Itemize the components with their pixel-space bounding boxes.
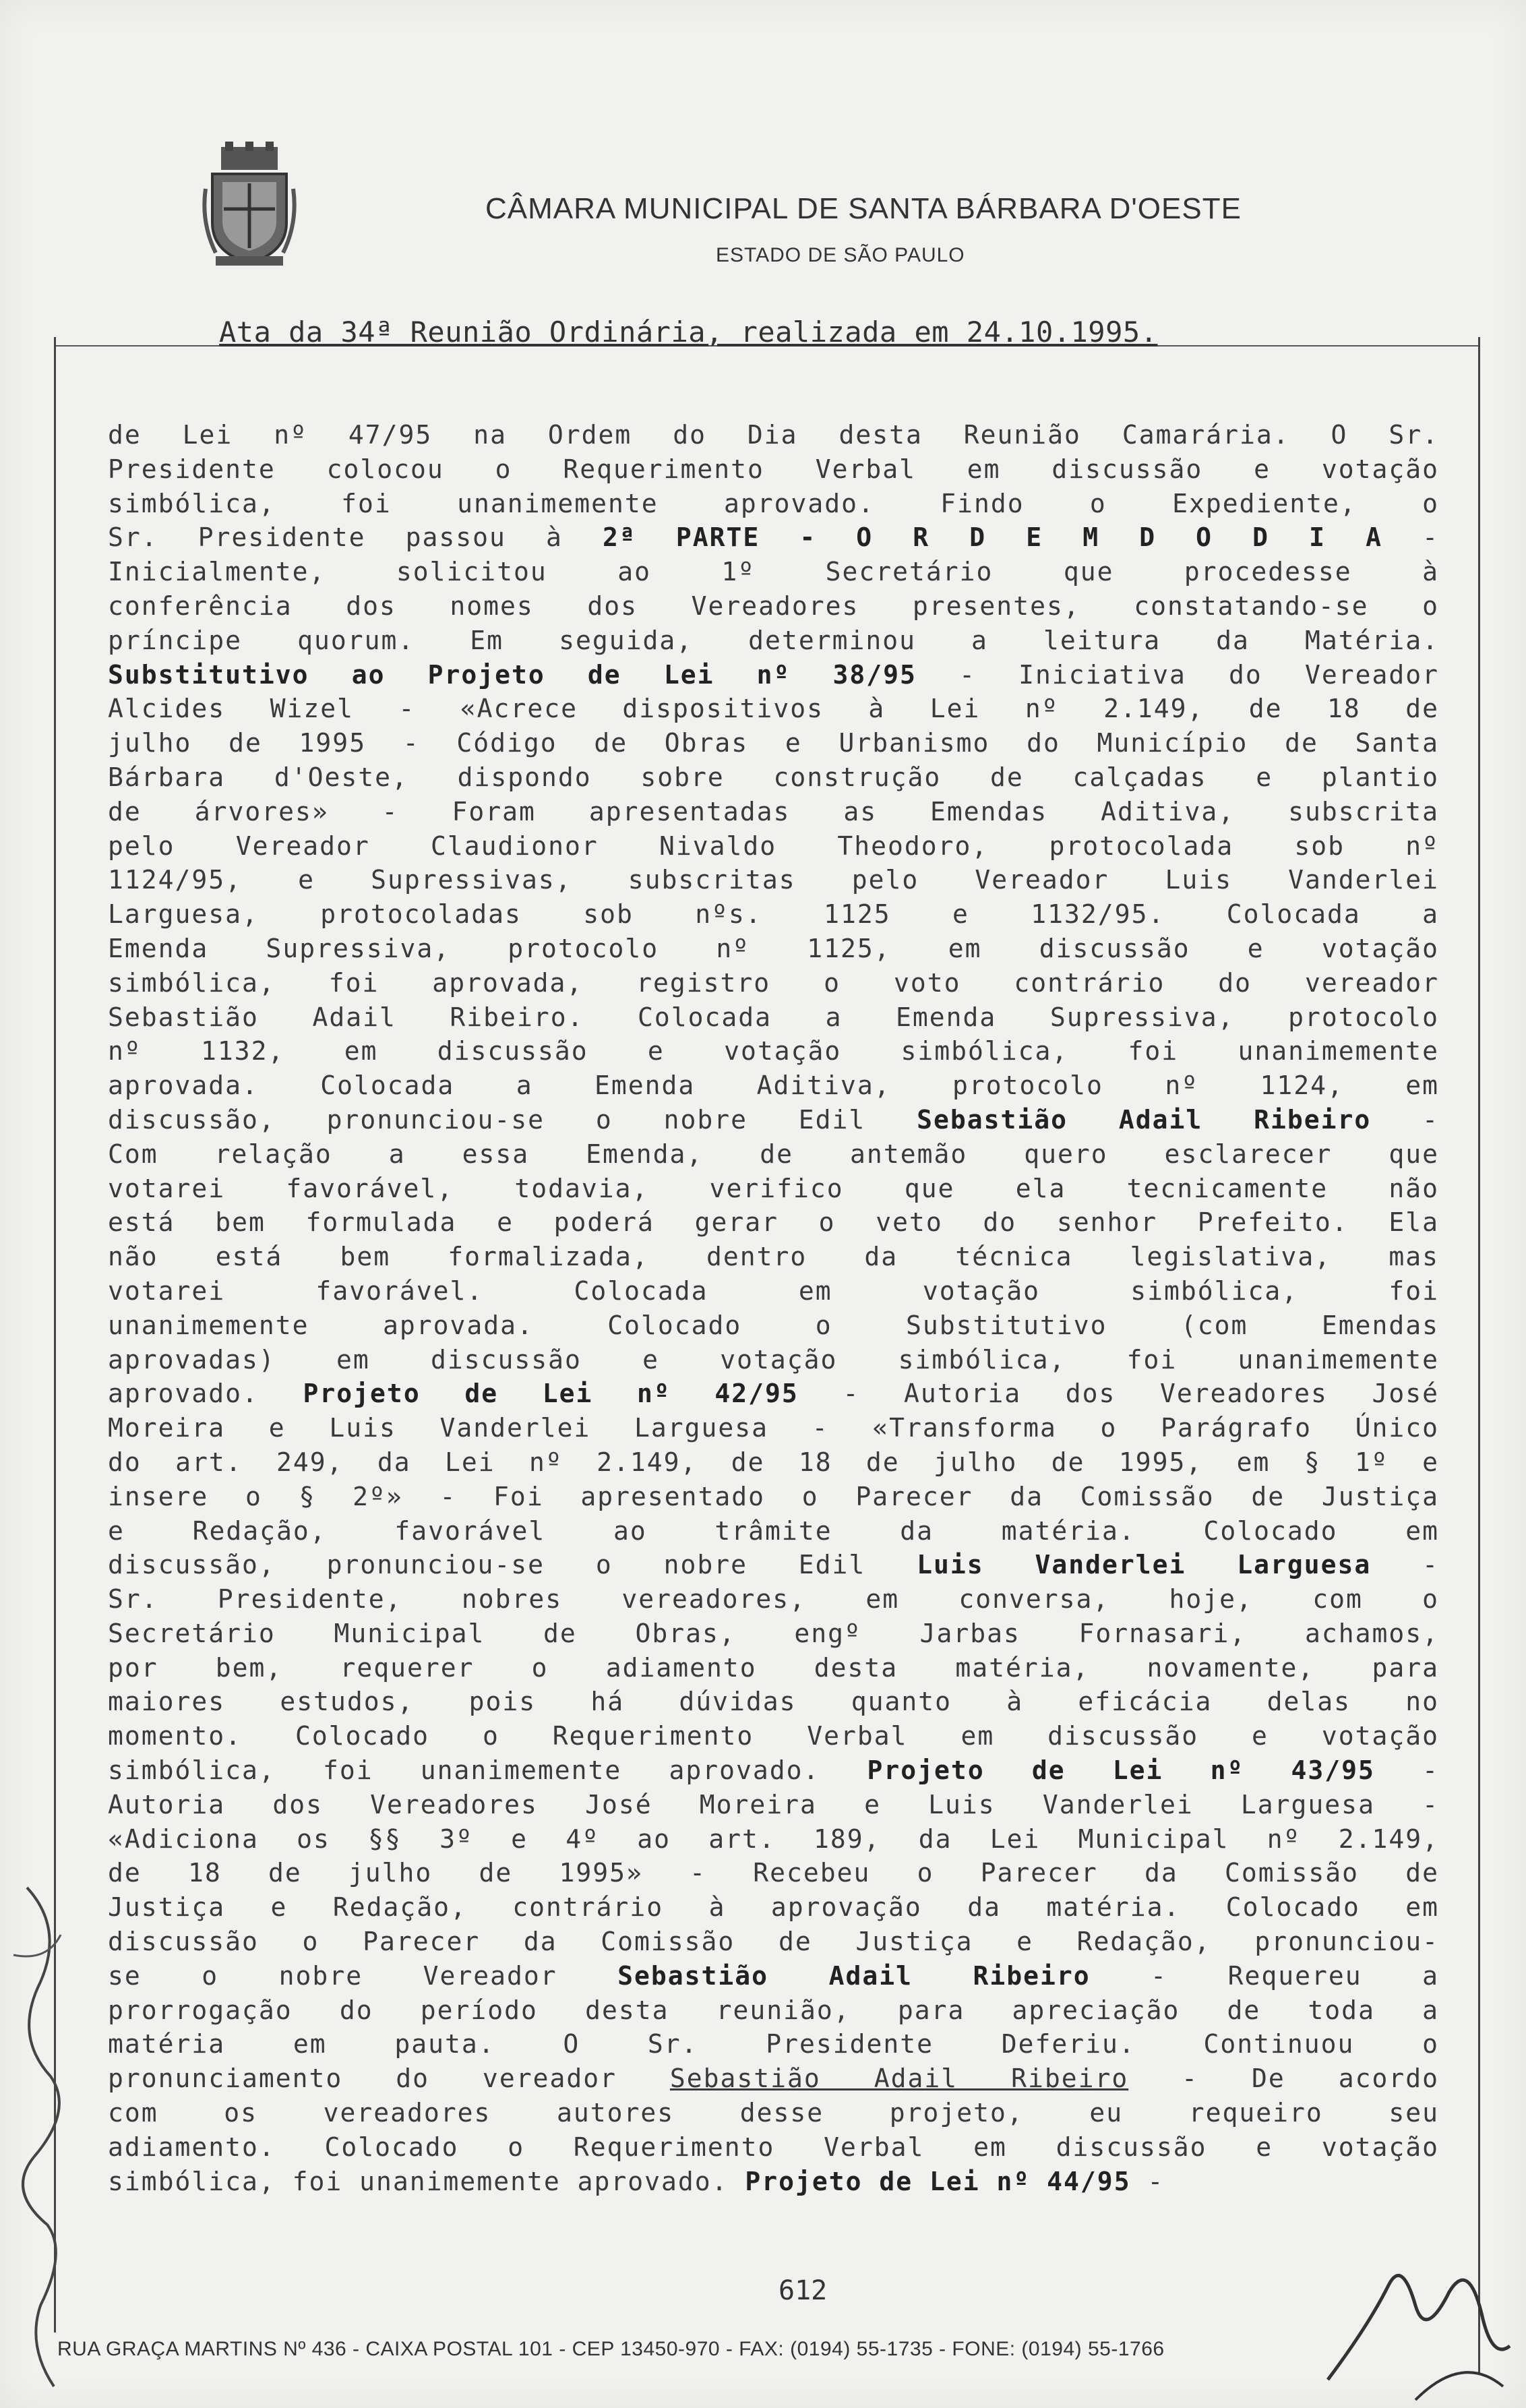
text-segment: - Autoria dos Vereadores José: [798, 1379, 1439, 1409]
text-segment: se o nobre Vereador: [108, 1960, 618, 1991]
text-segment: e Redação, favorável ao trâmite da matéria. Colocado em: [108, 1515, 1439, 1546]
right-margin-rule: [1478, 337, 1480, 2373]
text-line: [108, 1103, 1439, 1137]
text-line: [108, 1445, 1439, 1480]
text-line: [108, 2027, 1439, 2061]
text-segment: Presidente colocou o Requerimento Verbal em discussão e votação: [108, 454, 1439, 484]
text-segment: discussão, pronunciou-se o nobre Edil: [108, 1104, 917, 1135]
bold-text-segment: Projeto de Lei nº 42/95: [303, 1379, 799, 1409]
text-segment: de 18 de julho de 1995» - Recebeu o Parecer da Comissão de: [108, 1858, 1439, 1888]
bold-text-segment: Projeto de Lei nº 44/95: [745, 2166, 1131, 2196]
minutes-body: [108, 418, 1439, 2198]
text-line: [108, 487, 1439, 521]
text-segment: do art. 249, da Lei nº 2.149, de 18 de julho de 1995, em § 1º e: [108, 1447, 1439, 1477]
document-title: Ata da 34ª Reunião Ordinária, realizada em 24.10.1995.: [219, 315, 1158, 349]
text-segment: discussão, pronunciou-se o nobre Edil: [108, 1550, 917, 1580]
text-line: [108, 966, 1439, 1000]
bold-text-segment: Projeto de Lei nº 43/95: [867, 1755, 1375, 1786]
text-segment: -: [1371, 1550, 1439, 1580]
text-segment: Alcides Wizel - «Acrece dispositivos à Lei nº 2.149, de 18 de: [108, 694, 1439, 724]
text-line: [108, 1651, 1439, 1685]
text-line: [108, 1343, 1439, 1377]
text-segment: de árvores» - Foram apresentadas as Emendas Aditiva, subscrita: [108, 796, 1439, 826]
bold-text-segment: Sebastião Adail Ribeiro: [617, 1960, 1091, 1991]
text-line: [108, 726, 1439, 760]
text-segment: Sr. Presidente, nobres vereadores, em conversa, hoje, com o: [108, 1584, 1439, 1615]
text-line: [108, 1240, 1439, 1274]
text-segment: votarei favorável. Colocada em votação simbólica, foi: [108, 1275, 1439, 1306]
margin-signature-icon: [0, 1874, 81, 2400]
text-line: [108, 760, 1439, 795]
text-segment: aprovadas) em discussão e votação simbólica, foi unanimemente: [108, 1344, 1439, 1375]
text-segment: -: [1382, 522, 1439, 553]
text-segment: conferência dos nomes dos Vereadores presentes, constatando-se o: [108, 591, 1439, 621]
text-segment: Secretário Municipal de Obras, engº Jarbas Fornasari, achamos,: [108, 1618, 1439, 1648]
text-segment: - De acordo: [1128, 2064, 1439, 2094]
text-line: [108, 1274, 1439, 1308]
text-segment: aprovado.: [108, 1379, 303, 1409]
text-line: [108, 1788, 1439, 1822]
footer-address: RUA GRAÇA MARTINS Nº 436 - CAIXA POSTAL 101 - CEP 13450-970 - FAX: (0194) 55-1735 - FONE: (0194) 55-1766: [57, 2338, 1165, 2360]
text-line: [108, 1822, 1439, 1857]
text-line: [108, 1685, 1439, 1719]
bold-text-segment: Sebastião Adail Ribeiro: [917, 1104, 1372, 1135]
text-segment: -: [1371, 1104, 1439, 1135]
text-segment: com os vereadores autores desse projeto, eu requeiro seu: [108, 2098, 1439, 2128]
text-segment: adiamento. Colocado o Requerimento Verbal em discussão e votação: [108, 2132, 1439, 2162]
text-line: [108, 2130, 1439, 2165]
text-segment: momento. Colocado o Requerimento Verbal em discussão e votação: [108, 1721, 1439, 1751]
text-line: [108, 1890, 1439, 1925]
institution-name: CÂMARA MUNICIPAL DE SANTA BÁRBARA D'OESTE: [485, 192, 1242, 225]
text-line: [108, 555, 1439, 589]
text-line: [108, 2061, 1439, 2096]
underlined-text-segment: Sebastião Adail Ribeiro: [669, 2064, 1129, 2094]
text-line: [108, 1411, 1439, 1445]
text-segment: simbólica, foi unanimemente aprovado.: [108, 2166, 745, 2196]
text-line: [108, 863, 1439, 897]
text-line: [108, 418, 1439, 452]
text-segment: Autoria dos Vereadores José Moreira e Luis Vanderlei Larguesa -: [108, 1789, 1439, 1819]
text-line: [108, 452, 1439, 487]
text-segment: «Adiciona os §§ 3º e 4º ao art. 189, da Lei Municipal nº 2.149,: [108, 1824, 1439, 1854]
text-segment: simbólica, foi unanimemente aprovado. Findo o Expediente, o: [108, 488, 1439, 518]
text-segment: Com relação a essa Emenda, de antemão quero esclarecer que: [108, 1139, 1439, 1169]
initials-signature-icon: [1314, 2245, 1517, 2407]
text-line: [108, 1582, 1439, 1617]
text-segment: está bem formulada e poderá gerar o veto do senhor Prefeito. Ela: [108, 1207, 1439, 1238]
text-line: [108, 1617, 1439, 1651]
text-segment: discussão o Parecer da Comissão de Justiça e Redação, pronunciou-: [108, 1927, 1439, 1957]
text-line: [108, 1000, 1439, 1035]
text-line: [108, 1993, 1439, 2028]
text-segment: 1124/95, e Supressivas, subscritas pelo Vereador Luis Vanderlei: [108, 865, 1439, 895]
text-segment: nº 1132, em discussão e votação simbólica, foi unanimemente: [108, 1036, 1439, 1066]
text-line: [108, 1719, 1439, 1753]
text-segment: príncipe quorum. Em seguida, determinou a leitura da Matéria.: [108, 625, 1439, 655]
text-segment: Bárbara d'Oeste, dispondo sobre construção de calçadas e plantio: [108, 762, 1439, 792]
text-segment: não está bem formalizada, dentro da técnica legislativa, mas: [108, 1242, 1439, 1272]
text-segment: - Requereu a: [1090, 1960, 1439, 1991]
text-line: [108, 1480, 1439, 1514]
text-segment: simbólica, foi aprovada, registro o voto contrário do vereador: [108, 967, 1439, 998]
text-segment: pelo Vereador Claudionor Nivaldo Theodoro, protocolada sob nº: [108, 831, 1439, 861]
text-segment: julho de 1995 - Código de Obras e Urbanismo do Município de Santa: [108, 728, 1439, 758]
text-segment: -: [1374, 1755, 1439, 1786]
text-segment: Moreira e Luis Vanderlei Larguesa - «Transforma o Parágrafo Único: [108, 1413, 1439, 1443]
page-number: 612: [779, 2275, 828, 2306]
text-segment: insere o § 2º» - Foi apresentado o Parecer da Comissão de Justiça: [108, 1481, 1439, 1511]
coat-of-arms-icon: [202, 142, 297, 270]
text-line: [108, 2096, 1439, 2130]
text-line: [108, 692, 1439, 726]
text-line: [108, 589, 1439, 624]
text-segment: -: [1130, 2166, 1165, 2196]
text-line: [108, 1137, 1439, 1172]
text-segment: de Lei nº 47/95 na Ordem do Dia desta Reunião Camarária. O Sr.: [108, 420, 1439, 450]
text-line: [108, 1308, 1439, 1343]
text-line: [108, 1925, 1439, 1959]
text-line: [108, 658, 1439, 692]
text-line: [108, 897, 1439, 932]
text-segment: Justiça e Redação, contrário à aprovação da matéria. Colocado em: [108, 1892, 1439, 1923]
text-line: [108, 1548, 1439, 1582]
text-line: [108, 2165, 1439, 2199]
text-segment: maiores estudos, pois há dúvidas quanto à eficácia delas no: [108, 1687, 1439, 1717]
text-line: [108, 1172, 1439, 1206]
text-segment: - Iniciativa do Vereador: [916, 659, 1439, 690]
text-segment: por bem, requerer o adiamento desta matéria, novamente, para: [108, 1652, 1439, 1683]
text-line: [108, 624, 1439, 658]
text-line: [108, 1959, 1439, 1993]
text-line: [108, 1856, 1439, 1890]
text-line: [108, 1753, 1439, 1788]
text-segment: votarei favorável, todavia, verifico que ela tecnicamente não: [108, 1173, 1439, 1203]
bold-text-segment: Luis Vanderlei Larguesa: [917, 1550, 1372, 1580]
bold-text-segment: 2ª PARTE - O R D E M D O D I A: [602, 522, 1382, 553]
text-segment: prorrogação do período desta reunião, para apreciação de toda a: [108, 1995, 1439, 2025]
text-segment: matéria em pauta. O Sr. Presidente Deferiu. Continuou o: [108, 2029, 1439, 2059]
text-line: [108, 520, 1439, 555]
text-line: [108, 1205, 1439, 1240]
text-segment: Sebastião Adail Ribeiro. Colocada a Emenda Supressiva, protocolo: [108, 1002, 1439, 1032]
text-segment: Sr. Presidente passou à: [108, 522, 603, 553]
text-line: [108, 1068, 1439, 1103]
text-segment: Inicialmente, solicitou ao 1º Secretário que procedesse à: [108, 557, 1439, 587]
text-segment: pronunciamento do vereador: [108, 2064, 670, 2094]
text-segment: unanimemente aprovada. Colocado o Substitutivo (com Emendas: [108, 1310, 1439, 1340]
text-line: [108, 1034, 1439, 1068]
text-segment: simbólica, foi unanimemente aprovado.: [108, 1755, 867, 1786]
left-margin-rule: [54, 337, 56, 2332]
text-line: [108, 829, 1439, 864]
text-segment: aprovada. Colocada a Emenda Aditiva, protocolo nº 1124, em: [108, 1071, 1439, 1101]
bold-text-segment: Substitutivo ao Projeto de Lei nº 38/95: [108, 659, 917, 690]
state-name: ESTADO DE SÃO PAULO: [716, 244, 965, 266]
text-segment: Larguesa, protocoladas sob nºs. 1125 e 1132/95. Colocada a: [108, 899, 1439, 930]
text-line: [108, 1377, 1439, 1411]
text-line: [108, 795, 1439, 829]
text-segment: Emenda Supressiva, protocolo nº 1125, em discussão e votação: [108, 933, 1439, 963]
text-line: [108, 1514, 1439, 1548]
text-line: [108, 932, 1439, 966]
